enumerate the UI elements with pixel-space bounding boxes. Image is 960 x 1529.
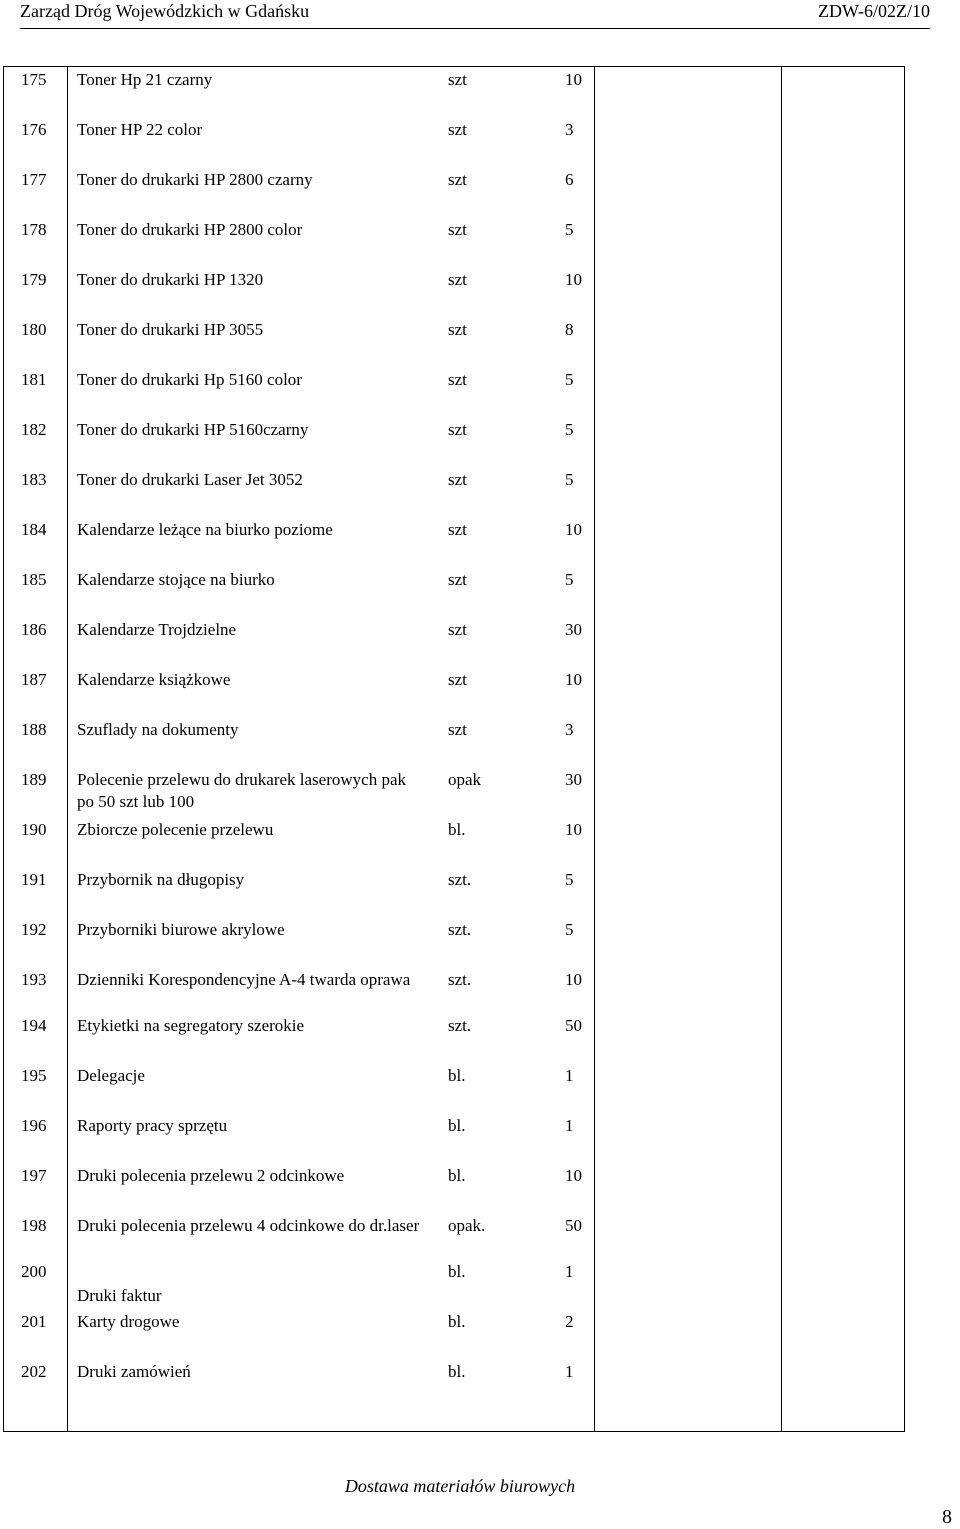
- item-name: Etykietki na segregatory szerokie: [77, 1016, 305, 1035]
- item-name: Toner do drukarki HP 5160czarny: [77, 420, 309, 439]
- item-quantity: 30: [565, 770, 582, 789]
- item-name: Polecenie przelewu do drukarek laserowych pak po 50 szt lub 100: [77, 770, 407, 811]
- item-number: 191: [21, 870, 47, 889]
- item-unit: bl.: [448, 820, 466, 839]
- item-name: Kalendarze leżące na biurko poziome: [77, 520, 333, 539]
- table-row: [4, 569, 594, 619]
- item-number: 179: [21, 270, 47, 289]
- item-unit: bl.: [448, 1312, 466, 1331]
- item-unit: bl.: [448, 1262, 466, 1281]
- items-table: [3, 66, 905, 1432]
- item-unit: szt: [448, 270, 467, 289]
- item-number: 186: [21, 620, 47, 639]
- item-name: Druki zamówień: [77, 1362, 191, 1381]
- table-row: [4, 69, 594, 119]
- item-number: 192: [21, 920, 47, 939]
- item-quantity: 8: [565, 320, 574, 339]
- item-number: 200: [21, 1262, 47, 1281]
- item-quantity: 10: [565, 70, 582, 89]
- item-number: 198: [21, 1216, 47, 1235]
- table-row: [4, 1065, 594, 1115]
- item-unit: szt: [448, 720, 467, 739]
- item-quantity: 5: [565, 870, 574, 889]
- item-unit: szt: [448, 570, 467, 589]
- item-unit: bl.: [448, 1362, 466, 1381]
- item-name: Przyborniki biurowe akrylowe: [77, 920, 285, 939]
- item-unit: szt: [448, 470, 467, 489]
- item-quantity: 50: [565, 1016, 582, 1035]
- item-quantity: 3: [565, 120, 574, 139]
- item-name: Druki polecenia przelewu 4 odcinkowe do dr.laser: [77, 1216, 420, 1235]
- item-name: Karty drogowe: [77, 1312, 180, 1331]
- item-name: Toner HP 22 color: [77, 120, 203, 139]
- item-quantity: 3: [565, 720, 574, 739]
- item-number: 176: [21, 120, 47, 139]
- item-quantity: 10: [565, 520, 582, 539]
- table-row: [4, 519, 594, 569]
- table-row: [4, 1015, 594, 1065]
- item-quantity: 1: [565, 1116, 574, 1135]
- item-quantity: 5: [565, 420, 574, 439]
- item-unit: szt: [448, 370, 467, 389]
- item-unit: szt: [448, 320, 467, 339]
- table-row: [4, 719, 594, 769]
- item-number: 190: [21, 820, 47, 839]
- item-name: Zbiorcze polecenie przelewu: [77, 820, 274, 839]
- item-name: Szuflady na dokumenty: [77, 720, 239, 739]
- column-divider: [781, 67, 782, 1431]
- item-number: 189: [21, 770, 47, 789]
- item-quantity: 5: [565, 220, 574, 239]
- item-name: Toner do drukarki Hp 5160 color: [77, 370, 302, 389]
- item-name: Toner do drukarki HP 3055: [77, 320, 264, 339]
- item-unit: opak.: [448, 1216, 486, 1235]
- item-unit: szt: [448, 170, 467, 189]
- item-quantity: 50: [565, 1216, 582, 1235]
- item-number: 184: [21, 520, 47, 539]
- item-number: 182: [21, 420, 47, 439]
- table-row: [4, 369, 594, 419]
- item-number: 177: [21, 170, 47, 189]
- item-quantity: 10: [565, 970, 582, 989]
- table-row: [4, 819, 594, 869]
- item-unit: szt: [448, 220, 467, 239]
- item-name: Druki polecenia przelewu 2 odcinkowe: [77, 1166, 345, 1185]
- item-name: Toner do drukarki Laser Jet 3052: [77, 470, 303, 489]
- item-number: 181: [21, 370, 47, 389]
- item-number: 185: [21, 570, 47, 589]
- item-quantity: 1: [565, 1262, 574, 1281]
- item-number: 178: [21, 220, 47, 239]
- item-quantity: 2: [565, 1312, 574, 1331]
- table-row: [4, 169, 594, 219]
- table-row: [4, 619, 594, 669]
- item-quantity: 10: [565, 670, 582, 689]
- item-unit: bl.: [448, 1066, 466, 1085]
- table-row: [4, 669, 594, 719]
- item-name: Toner do drukarki HP 2800 color: [77, 220, 303, 239]
- item-number: 193: [21, 970, 47, 989]
- item-number: 201: [21, 1312, 47, 1331]
- table-row: [4, 119, 594, 169]
- item-name: Delegacje: [77, 1066, 145, 1085]
- item-number: 180: [21, 320, 47, 339]
- item-quantity: 5: [565, 370, 574, 389]
- item-unit: opak: [448, 770, 482, 789]
- document-number: ZDW-6/02Z/10: [818, 1, 930, 21]
- item-number: 194: [21, 1016, 47, 1035]
- page-header: [20, 0, 930, 29]
- page-number: 8: [942, 1506, 952, 1528]
- item-unit: szt: [448, 120, 467, 139]
- item-number: 195: [21, 1066, 47, 1085]
- item-name: Raporty pracy sprzętu: [77, 1116, 228, 1135]
- table-row: [4, 919, 594, 969]
- item-number: 197: [21, 1166, 47, 1185]
- table-row: [4, 469, 594, 519]
- item-number: 188: [21, 720, 47, 739]
- item-name: Kalendarze Trojdzielne: [77, 620, 237, 639]
- table-row: [4, 219, 594, 269]
- item-name: Kalendarze książkowe: [77, 670, 231, 689]
- table-row: [4, 269, 594, 319]
- item-unit: szt: [448, 620, 467, 639]
- item-unit: bl.: [448, 1166, 466, 1185]
- item-quantity: 10: [565, 1166, 582, 1185]
- item-quantity: 5: [565, 570, 574, 589]
- item-number: 183: [21, 470, 47, 489]
- item-name: Druki faktur: [77, 1286, 162, 1305]
- table-row: [4, 1311, 594, 1361]
- item-name: Toner Hp 21 czarny: [77, 70, 213, 89]
- table-row: [4, 1115, 594, 1165]
- item-unit: bl.: [448, 1116, 466, 1135]
- item-name: Dzienniki Korespondencyjne A-4 twarda oprawa: [77, 970, 411, 989]
- item-quantity: 10: [565, 270, 582, 289]
- table-row: [4, 1165, 594, 1215]
- table-row: [4, 969, 594, 1019]
- item-unit: szt: [448, 670, 467, 689]
- organization-name: Zarząd Dróg Wojewódzkich w Gdańsku: [20, 1, 310, 21]
- item-unit: szt: [448, 520, 467, 539]
- item-name: Przybornik na długopisy: [77, 870, 245, 889]
- item-unit: szt.: [448, 1016, 472, 1035]
- item-number: 202: [21, 1362, 47, 1381]
- item-number: 196: [21, 1116, 47, 1135]
- item-quantity: 6: [565, 170, 574, 189]
- item-name: Toner do drukarki HP 1320: [77, 270, 264, 289]
- item-unit: szt: [448, 70, 467, 89]
- item-quantity: 30: [565, 620, 582, 639]
- item-unit: szt.: [448, 920, 472, 939]
- table-row: [4, 1261, 594, 1311]
- item-quantity: 1: [565, 1066, 574, 1085]
- item-number: 187: [21, 670, 47, 689]
- item-number: 175: [21, 70, 47, 89]
- item-quantity: 5: [565, 470, 574, 489]
- table-row: [4, 1361, 594, 1411]
- item-unit: szt: [448, 420, 467, 439]
- item-unit: szt.: [448, 970, 472, 989]
- table-row: [4, 419, 594, 469]
- item-quantity: 5: [565, 920, 574, 939]
- table-row: [4, 769, 594, 819]
- table-row: [4, 1215, 594, 1265]
- item-unit: szt.: [448, 870, 472, 889]
- item-quantity: 1: [565, 1362, 574, 1381]
- table-row: [4, 869, 594, 919]
- table-row: [4, 319, 594, 369]
- column-divider: [594, 67, 595, 1431]
- item-name: Toner do drukarki HP 2800 czarny: [77, 170, 313, 189]
- item-name: Kalendarze stojące na biurko: [77, 570, 275, 589]
- item-quantity: 10: [565, 820, 582, 839]
- footer-title: Dostawa materiałów biurowych: [344, 1476, 576, 1496]
